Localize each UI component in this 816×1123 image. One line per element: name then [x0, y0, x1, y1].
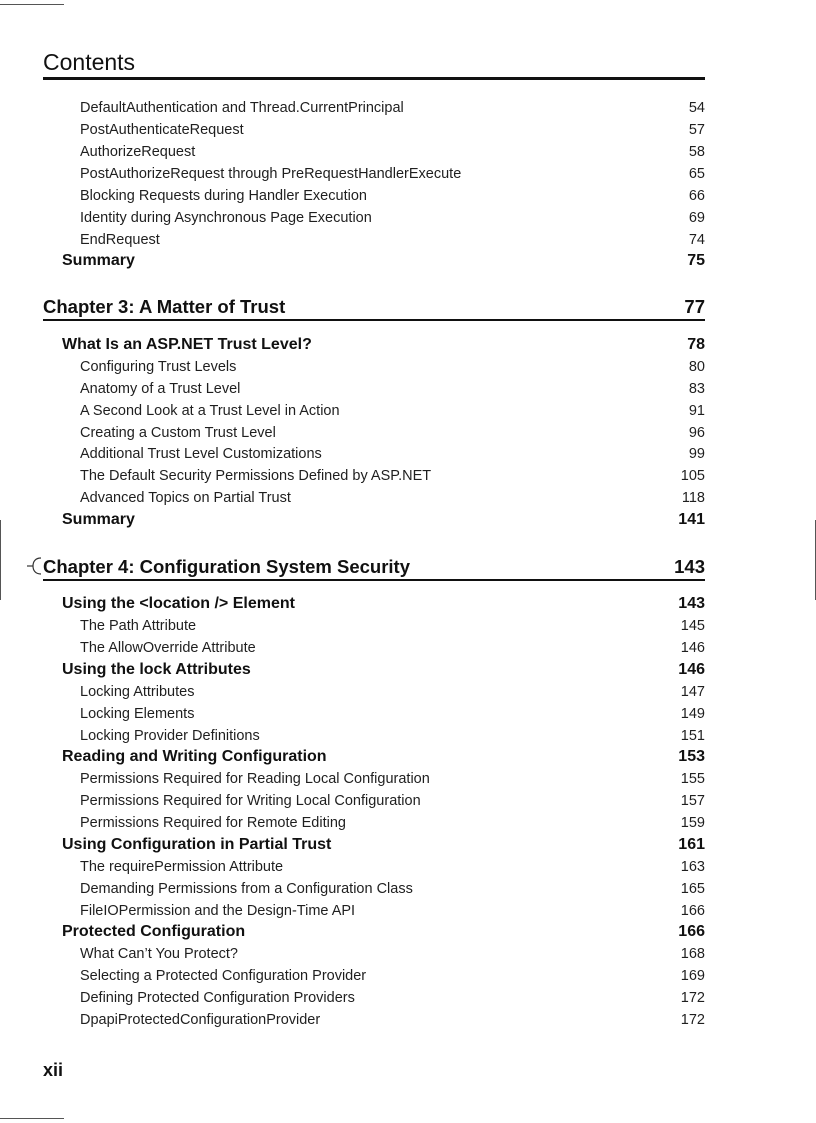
toc-entry-page: 145	[680, 618, 705, 634]
toc-entry-page: 163	[680, 859, 705, 875]
crop-mark	[0, 1118, 64, 1119]
chapter-3-heading[interactable]	[43, 293, 705, 321]
toc-entry[interactable]	[80, 900, 705, 922]
toc-entry[interactable]	[80, 356, 705, 378]
toc-entry-label: A Second Look at a Trust Level in Action	[80, 403, 340, 419]
toc-entry[interactable]	[80, 965, 705, 987]
toc-entry-page: 143	[678, 595, 705, 612]
toc-section-heading[interactable]	[62, 593, 705, 615]
toc-entry-page: 166	[678, 923, 705, 940]
toc-section-heading[interactable]	[62, 334, 705, 356]
toc-entry-label: Locking Attributes	[80, 684, 195, 700]
toc-entry[interactable]	[80, 1009, 705, 1031]
toc-entry-label: Summary	[62, 252, 135, 269]
page-title: Contents	[43, 49, 136, 75]
toc-section-summary[interactable]	[62, 250, 705, 272]
toc-entry-label: Permissions Required for Writing Local Configuration	[80, 793, 421, 809]
toc-entry[interactable]	[80, 400, 705, 422]
page-header	[43, 46, 705, 80]
toc-section-heading[interactable]	[62, 746, 705, 768]
toc-entry-page: 118	[681, 490, 705, 506]
toc-entry[interactable]	[80, 637, 705, 659]
toc-entry-label: The AllowOverride Attribute	[80, 640, 256, 656]
toc-entry-label: Reading and Writing Configuration	[62, 748, 327, 765]
toc-entry[interactable]	[80, 207, 705, 229]
toc-entry-page: 147	[680, 684, 705, 700]
toc-entry[interactable]	[80, 725, 705, 747]
toc-entry-label: Using the lock Attributes	[62, 661, 251, 678]
toc-entry-label: What Can’t You Protect?	[80, 946, 238, 962]
toc-entry-label: EndRequest	[80, 232, 160, 248]
toc-entry[interactable]	[80, 703, 705, 725]
toc-entry-page: 66	[688, 188, 705, 204]
crop-mark	[0, 4, 64, 5]
toc-entry[interactable]	[80, 185, 705, 207]
toc-entry-page: 141	[678, 511, 705, 528]
toc-entry-label: PostAuthenticateRequest	[80, 122, 244, 138]
toc-entry[interactable]	[80, 465, 705, 487]
toc-entry-label: Advanced Topics on Partial Trust	[80, 490, 291, 506]
toc-entry-page: 157	[680, 793, 705, 809]
toc-entry-page: 78	[687, 336, 705, 353]
toc-entry-page: 54	[688, 100, 705, 116]
toc-entry-page: 169	[680, 968, 705, 984]
toc-entry-label: Anatomy of a Trust Level	[80, 381, 241, 397]
toc-entry-label: DpapiProtectedConfigurationProvider	[80, 1012, 321, 1028]
toc-entry[interactable]	[80, 378, 705, 400]
toc-entry-page: 153	[678, 748, 705, 765]
toc-entry[interactable]	[80, 163, 705, 185]
toc-entry-page: 58	[688, 144, 705, 160]
toc-entry[interactable]	[80, 422, 705, 444]
toc-entry[interactable]	[80, 812, 705, 834]
toc-entry[interactable]	[80, 229, 705, 251]
toc-entry-page: 165	[680, 881, 705, 897]
toc-entry-label: AuthorizeRequest	[80, 144, 196, 160]
toc-entry-label: Locking Elements	[80, 706, 195, 722]
toc-entry-label: The Path Attribute	[80, 618, 197, 634]
toc-entry-label: Using Configuration in Partial Trust	[62, 836, 332, 853]
toc-entry-page: 168	[680, 946, 705, 962]
toc-entry-label: DefaultAuthentication and Thread.CurrentPrincipal	[80, 100, 404, 116]
toc-entry-label: The Default Security Permissions Defined by ASP.NET	[80, 468, 432, 484]
toc-entry-page: 172	[680, 990, 705, 1006]
toc-entry-page: 146	[678, 661, 705, 678]
toc-entry-label: What Is an ASP.NET Trust Level?	[62, 336, 312, 353]
toc-entry-page: 80	[688, 359, 705, 375]
crop-mark	[0, 520, 1, 600]
toc-entry-page: 149	[680, 706, 705, 722]
toc-entry-page: 99	[688, 446, 705, 462]
toc-section-summary[interactable]	[62, 509, 705, 531]
toc-entry-label: Identity during Asynchronous Page Execution	[80, 210, 372, 226]
chapter-page: 77	[684, 296, 705, 317]
toc-entry-page: 166	[680, 903, 705, 919]
toc-entry-page: 96	[688, 425, 705, 441]
toc-entry-page: 151	[680, 728, 705, 744]
chapter-4-heading[interactable]	[43, 553, 705, 581]
toc-entry-label: The requirePermission Attribute	[80, 859, 284, 875]
toc-entry-label: Creating a Custom Trust Level	[80, 425, 276, 441]
toc-entry-label: Demanding Permissions from a Configuration Class	[80, 881, 413, 897]
toc-entry-label: Using the <location /> Element	[62, 595, 295, 612]
chapter-page: 143	[674, 556, 705, 577]
toc-entry-label: FileIOPermission and the Design-Time API	[80, 903, 356, 919]
toc-entry-page: 172	[680, 1012, 705, 1028]
toc-entry-page: 83	[688, 381, 705, 397]
chapter-title: Chapter 4: Configuration System Security	[43, 556, 410, 577]
toc-entry[interactable]	[80, 443, 705, 465]
toc-entry[interactable]	[80, 141, 705, 163]
toc-entry[interactable]	[80, 790, 705, 812]
toc-entry-label: Locking Provider Definitions	[80, 728, 260, 744]
toc-entry-page: 57	[688, 122, 705, 138]
toc-entry-label: PostAuthorizeRequest through PreRequestHandlerExecute	[80, 166, 462, 182]
toc-entry-label: Protected Configuration	[62, 923, 246, 940]
toc-entry-label: Permissions Required for Remote Editing	[80, 815, 346, 831]
toc-entry-page: 74	[688, 232, 705, 248]
toc-entry-page: 146	[680, 640, 705, 656]
toc-entry-page: 105	[680, 468, 705, 484]
toc-section-heading[interactable]	[62, 834, 705, 856]
toc-entry[interactable]	[80, 681, 705, 703]
toc-section-heading[interactable]	[62, 921, 705, 943]
toc-entry-label: Additional Trust Level Customizations	[80, 446, 322, 462]
toc-entry[interactable]	[80, 97, 705, 119]
toc-entry[interactable]	[80, 768, 705, 790]
toc-entry-label: Permissions Required for Reading Local Configuration	[80, 771, 430, 787]
toc-entry[interactable]	[80, 487, 705, 509]
page-number: xii	[43, 1060, 64, 1080]
toc-entry-page: 155	[680, 771, 705, 787]
toc-section-heading[interactable]	[62, 659, 705, 681]
toc-entry-label: Defining Protected Configuration Providers	[80, 990, 355, 1006]
toc-entry-page: 69	[688, 210, 705, 226]
toc-entry-label: Summary	[62, 511, 135, 528]
chapter-title: Chapter 3: A Matter of Trust	[43, 296, 286, 317]
toc-entry-page: 91	[688, 403, 705, 419]
toc-entry[interactable]	[80, 943, 705, 965]
toc-entry[interactable]	[80, 878, 705, 900]
toc-entry[interactable]	[80, 856, 705, 878]
toc-entry-page: 75	[687, 252, 705, 269]
toc-entry-label: Selecting a Protected Configuration Provider	[80, 968, 367, 984]
toc-entry[interactable]	[80, 615, 705, 637]
toc-entry-page: 159	[680, 815, 705, 831]
toc-entry-page: 65	[688, 166, 705, 182]
toc-entry-label: Blocking Requests during Handler Execution	[80, 188, 367, 204]
toc-entry-page: 161	[678, 836, 705, 853]
toc-entry[interactable]	[80, 119, 705, 141]
toc-entry[interactable]	[80, 987, 705, 1009]
toc-entry-label: Configuring Trust Levels	[80, 359, 237, 375]
